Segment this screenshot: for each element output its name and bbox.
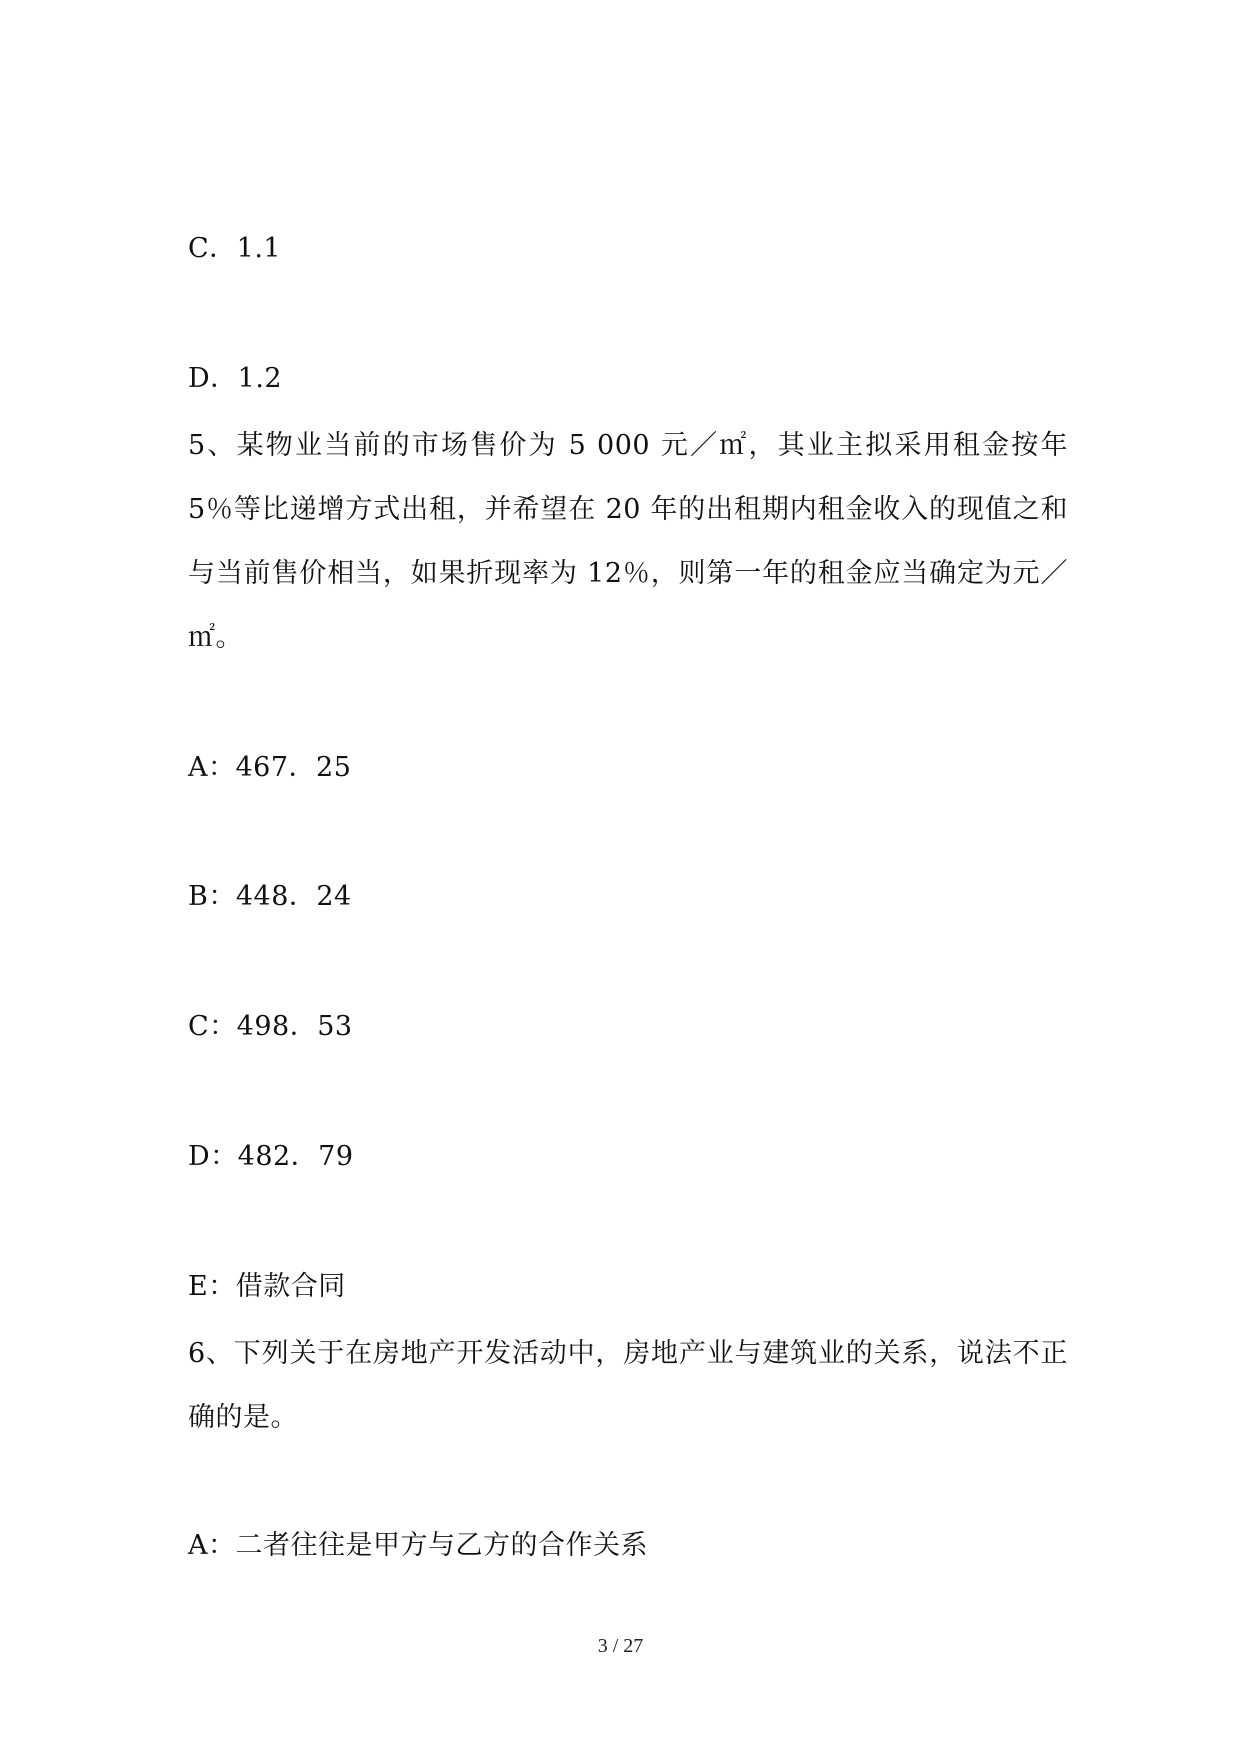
q5-stem: 5、某物业当前的市场售价为 5 000 元／㎡，其业主拟采用租金按年 5％等比递增方式出租，并希望在 20 年的出租期内租金收入的现值之和与当前售价相当，如果折现率为 12％，则第一年的租金应当确定为元／㎡。 xyxy=(188,430,1068,653)
q6-stem: 6、下列关于在房地产开发活动中，房地产业与建筑业的关系，说法不正确的是。 xyxy=(188,1338,1068,1433)
q5-option-d: D：482．79 xyxy=(188,1141,354,1172)
q5-option-b: B：448．24 xyxy=(188,881,352,912)
q5-option-e: E：借款合同 xyxy=(188,1271,346,1302)
q5-option-c: C：498．53 xyxy=(188,1011,353,1042)
page-number: 3 / 27 xyxy=(597,1635,644,1657)
q6-option-a: A：二者往往是甲方与乙方的合作关系 xyxy=(188,1530,648,1561)
q4-option-c: C．1.1 xyxy=(188,233,282,264)
q5-option-a: A：467．25 xyxy=(188,752,352,783)
q4-option-d: D．1.2 xyxy=(188,363,283,394)
